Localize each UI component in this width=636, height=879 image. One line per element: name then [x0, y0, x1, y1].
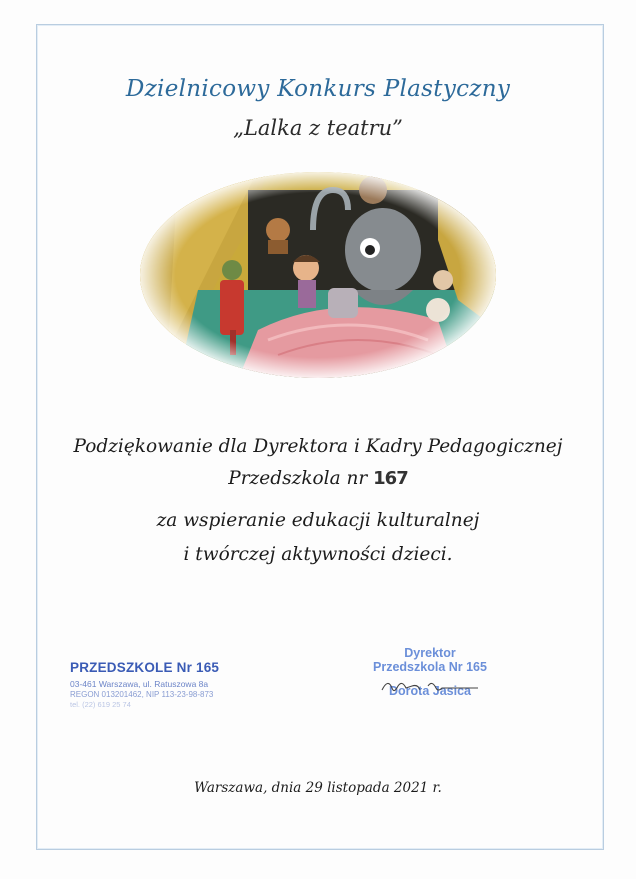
stamp-phone: tel. (22) 619 25 74: [70, 700, 131, 709]
stamp-director-institution: Przedszkola Nr 165: [373, 660, 487, 674]
kindergarten-number: 167: [373, 468, 408, 489]
stamp-director-role: Dyrektor: [404, 646, 456, 660]
kindergarten-prefix: Przedszkola nr: [228, 468, 368, 489]
reason-line-1: za wspieranie edukacji kulturalnej: [156, 510, 480, 531]
date-line: Warszawa, dnia 29 listopada 2021 r.: [194, 780, 442, 796]
reason-line-2: i twórczej aktywności dzieci.: [183, 544, 453, 565]
institution-stamp: [70, 660, 240, 709]
contest-subtitle: „Lalka z teatru”: [233, 116, 403, 140]
stamp-registry: REGON 013201462, NIP 113-23-98-873: [70, 690, 214, 699]
puppets-photo: [138, 170, 498, 380]
contest-title: Dzielnicowy Konkurs Plastyczny: [125, 76, 511, 102]
stamp-address: 03-461 Warszawa, ul. Ratuszowa 8a: [70, 679, 209, 689]
stamp-institution-name: PRZEDSZKOLE Nr 165: [70, 660, 220, 675]
director-signature: [378, 676, 488, 698]
thanks-line: Podziękowanie dla Dyrektora i Kadry Pedagogicznej: [73, 436, 563, 457]
stamp-director-name: Dorota Jasica: [389, 684, 471, 698]
kindergarten-line: [0, 468, 636, 489]
